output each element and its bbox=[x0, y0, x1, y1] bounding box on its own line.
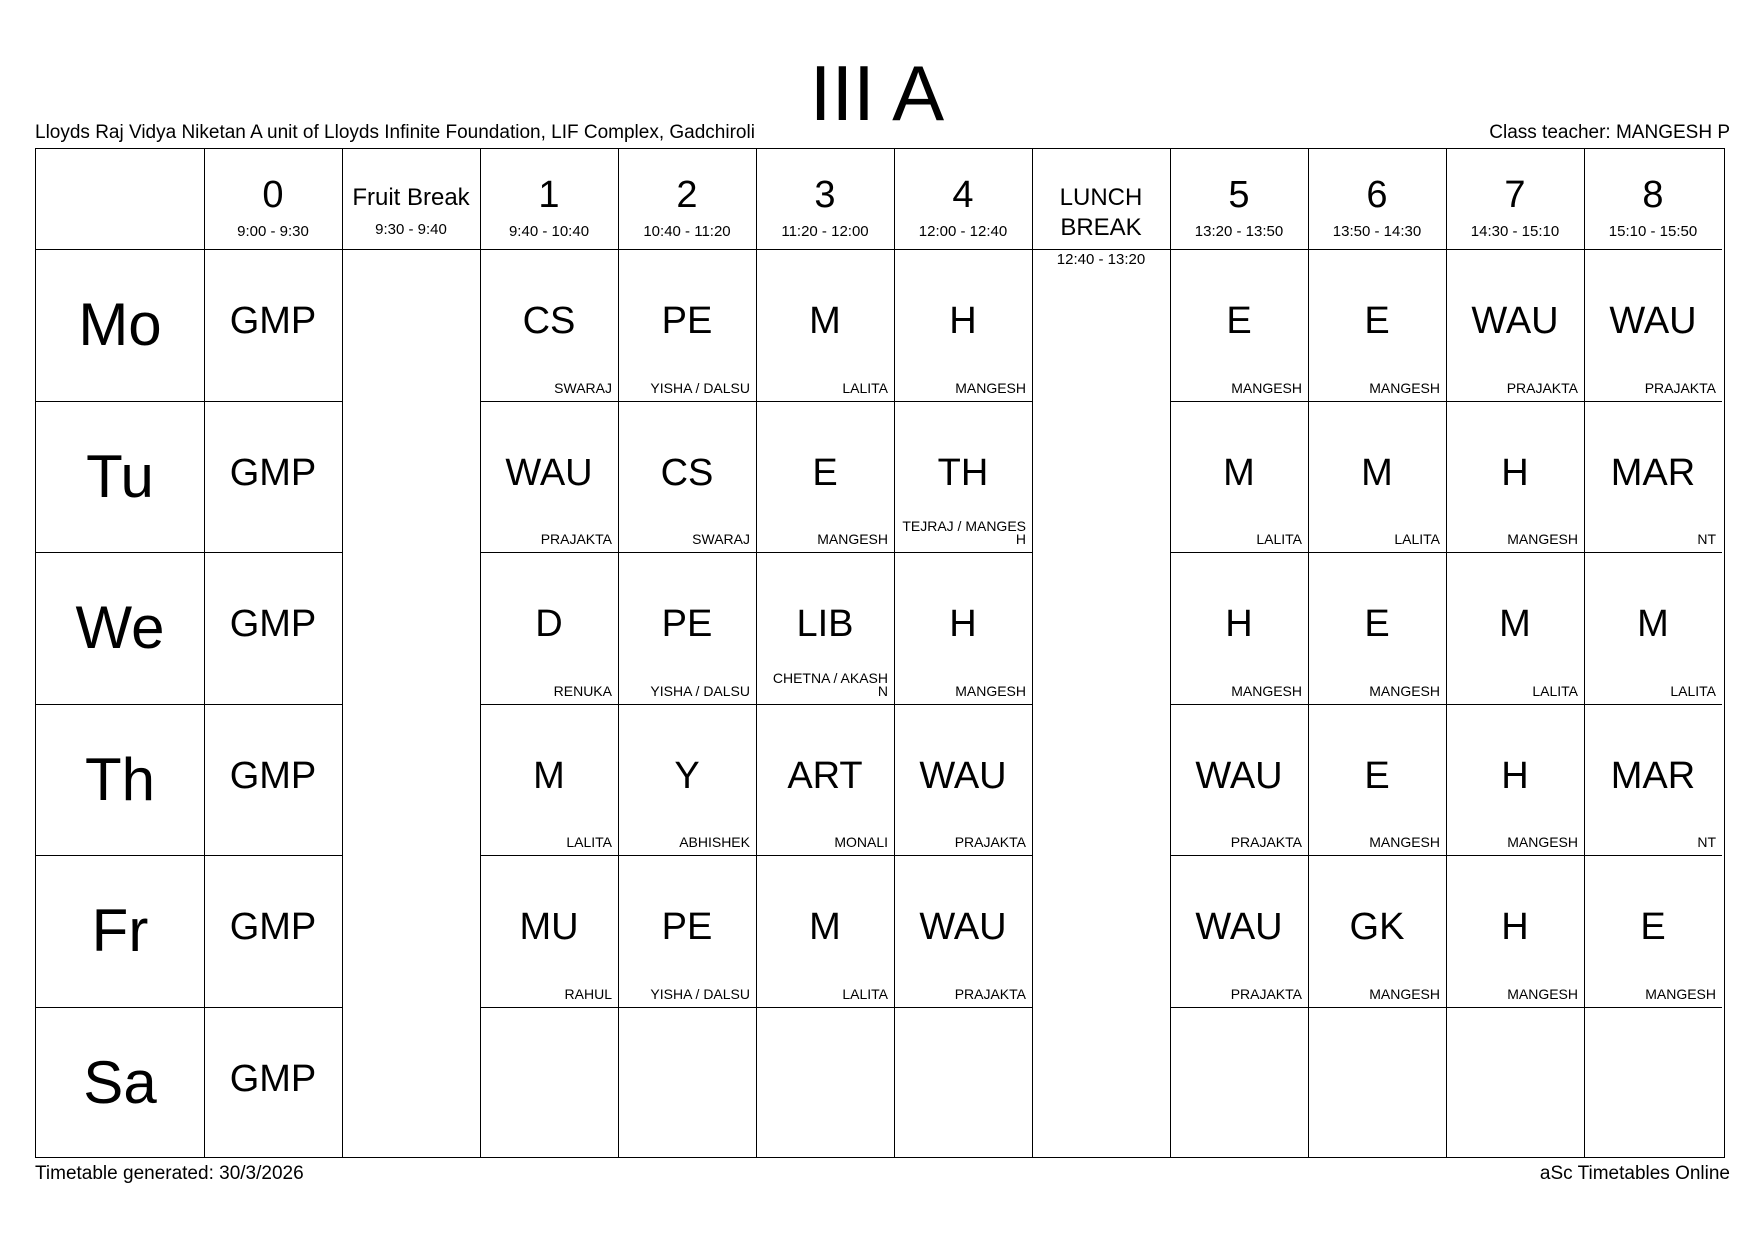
grid-line bbox=[1446, 855, 1584, 856]
grid-line bbox=[1170, 704, 1308, 705]
teacher-name: YISHA / DALSU bbox=[650, 682, 750, 699]
grid-line bbox=[36, 704, 204, 705]
grid-line bbox=[1584, 855, 1722, 856]
period-name: 7 bbox=[1504, 174, 1526, 216]
teacher-name: MANGESH bbox=[817, 531, 888, 547]
period-header-1 bbox=[342, 149, 480, 249]
teacher-name: MONALI bbox=[834, 834, 888, 850]
teacher-name: PRAJAKTA bbox=[540, 531, 612, 547]
period-name: 6 bbox=[1366, 174, 1388, 216]
period-header-10 bbox=[1584, 149, 1722, 249]
subject-code: D bbox=[535, 603, 563, 645]
lesson-cell bbox=[894, 704, 1032, 856]
subject-code: GMP bbox=[229, 300, 317, 342]
class-teacher: Class teacher: MANGESH P bbox=[1489, 122, 1730, 143]
lesson-cell bbox=[1446, 704, 1584, 856]
lesson-cell bbox=[1170, 401, 1308, 553]
generated-date: Timetable generated: 30/3/2026 bbox=[35, 1163, 304, 1184]
teacher-name: RAHUL bbox=[564, 985, 612, 1002]
teacher-name: MANGESH bbox=[1231, 682, 1302, 699]
teacher-name: MANGESH bbox=[1369, 379, 1440, 396]
subject-code: M bbox=[809, 906, 841, 948]
teacher-name: PRAJAKTA bbox=[1230, 985, 1302, 1002]
teacher-name: RENUKA bbox=[553, 682, 612, 699]
teacher-name: PRAJAKTA bbox=[954, 834, 1026, 850]
period-name: 2 bbox=[676, 174, 698, 216]
grid-line bbox=[756, 855, 894, 856]
teacher-name: MANGESH bbox=[1369, 682, 1440, 699]
period-name: 5 bbox=[1228, 174, 1250, 216]
subject-code: M bbox=[1637, 603, 1669, 645]
grid-line bbox=[756, 704, 894, 705]
school-name: Lloyds Raj Vidya Niketan A unit of Lloyds Infinite Foundation, LIF Complex, Gadchiroli bbox=[35, 122, 755, 143]
subject-code: GMP bbox=[229, 1057, 317, 1100]
lesson-cell bbox=[1446, 249, 1584, 401]
lesson-cell bbox=[1308, 855, 1446, 1007]
grid-line bbox=[1584, 401, 1722, 402]
lesson-cell bbox=[1308, 401, 1446, 553]
teacher-name: LALITA bbox=[1532, 682, 1578, 699]
grid-line bbox=[894, 1007, 1032, 1008]
subject-code: WAU bbox=[1195, 754, 1283, 797]
day-label-mo: Mo bbox=[78, 291, 162, 359]
lesson-cell bbox=[1308, 552, 1446, 704]
grid-line bbox=[480, 1007, 618, 1008]
lesson-cell bbox=[618, 401, 756, 553]
period-time: 13:50 - 14:30 bbox=[1332, 223, 1422, 240]
lesson-cell bbox=[480, 249, 618, 401]
grid-line bbox=[894, 855, 1032, 856]
grid-line bbox=[1584, 1007, 1722, 1008]
grid-line bbox=[894, 401, 1032, 402]
period-name: 8 bbox=[1642, 174, 1664, 216]
lesson-cell bbox=[1446, 401, 1584, 553]
period-header-6 bbox=[1032, 149, 1170, 268]
teacher-name: MANGESH bbox=[1645, 985, 1716, 1002]
grid-line bbox=[1446, 552, 1584, 553]
teacher-name: MANGESH bbox=[955, 379, 1026, 396]
grid-line bbox=[480, 401, 618, 402]
grid-line bbox=[1446, 1007, 1584, 1008]
grid-line bbox=[894, 704, 1032, 705]
grid-line bbox=[1446, 401, 1584, 402]
subject-code: E bbox=[1364, 300, 1390, 342]
grid-line bbox=[756, 552, 894, 553]
subject-code: CS bbox=[660, 451, 714, 494]
subject-code: GMP bbox=[229, 603, 317, 645]
subject-code: MU bbox=[519, 906, 579, 948]
subject-code: E bbox=[812, 451, 838, 494]
lesson-cell bbox=[618, 552, 756, 704]
teacher-name: MANGESH bbox=[1231, 379, 1302, 396]
grid-line bbox=[618, 552, 756, 553]
teacher-name: MANGESH bbox=[1507, 985, 1578, 1002]
grid-line bbox=[1584, 704, 1722, 705]
grid-line bbox=[1446, 704, 1584, 705]
timetable-grid bbox=[35, 148, 1725, 1158]
period-header-2 bbox=[480, 149, 618, 249]
grid-line bbox=[1170, 552, 1308, 553]
grid-line bbox=[1308, 1007, 1446, 1008]
lesson-cell bbox=[1584, 249, 1722, 401]
subject-code: H bbox=[949, 603, 977, 645]
subject-code: E bbox=[1640, 906, 1666, 948]
subject-code: H bbox=[1501, 451, 1529, 494]
period-name: 4 bbox=[952, 174, 974, 216]
teacher-name: TEJRAJ / MANGESH bbox=[902, 518, 1026, 547]
period-name: 3 bbox=[814, 174, 836, 216]
subject-code: WAU bbox=[919, 906, 1007, 948]
lesson-cell bbox=[894, 249, 1032, 401]
teacher-name: PRAJAKTA bbox=[1644, 379, 1716, 396]
lesson-cell bbox=[204, 855, 342, 1007]
period-time: 15:10 - 15:50 bbox=[1608, 223, 1698, 240]
lesson-cell bbox=[1308, 704, 1446, 856]
lesson-cell bbox=[1584, 552, 1722, 704]
page-title: III A bbox=[809, 49, 945, 137]
teacher-name: NT bbox=[1697, 531, 1716, 547]
grid-line bbox=[480, 855, 618, 856]
teacher-name: LALITA bbox=[842, 379, 888, 396]
lesson-cell bbox=[1170, 249, 1308, 401]
period-time: 9:40 - 10:40 bbox=[508, 223, 590, 240]
teacher-name: PRAJAKTA bbox=[1506, 379, 1578, 396]
lesson-cell bbox=[1446, 855, 1584, 1007]
period-header-8 bbox=[1308, 149, 1446, 249]
teacher-name: LALITA bbox=[842, 985, 888, 1002]
teacher-name: CHETNA / AKASHN bbox=[772, 669, 888, 699]
lesson-cell bbox=[618, 704, 756, 856]
subject-code: GMP bbox=[229, 451, 317, 494]
lesson-cell bbox=[1446, 552, 1584, 704]
lesson-cell bbox=[618, 855, 756, 1007]
grid-line bbox=[618, 401, 756, 402]
lesson-cell bbox=[894, 855, 1032, 1007]
period-time: 14:30 - 15:10 bbox=[1470, 223, 1560, 240]
lesson-cell bbox=[1308, 249, 1446, 401]
grid-line bbox=[1032, 149, 1033, 1158]
subject-code: PE bbox=[661, 906, 713, 948]
subject-code: M bbox=[1361, 451, 1393, 494]
teacher-name: LALITA bbox=[566, 834, 612, 850]
lesson-cell bbox=[480, 401, 618, 553]
grid-line bbox=[618, 704, 756, 705]
subject-code: Y bbox=[674, 754, 700, 797]
teacher-name: SWARAJ bbox=[554, 379, 612, 396]
subject-code: H bbox=[1225, 603, 1253, 645]
subject-code: WAU bbox=[1471, 300, 1559, 342]
period-name: LUNCH BREAK bbox=[1059, 184, 1143, 241]
period-header-7 bbox=[1170, 149, 1308, 249]
period-header-4 bbox=[756, 149, 894, 249]
period-header-5 bbox=[894, 149, 1032, 249]
grid-line bbox=[1308, 552, 1446, 553]
subject-code: PE bbox=[661, 603, 713, 645]
teacher-name: YISHA / DALSU bbox=[650, 985, 750, 1002]
grid-line bbox=[756, 401, 894, 402]
grid-line bbox=[756, 1007, 894, 1008]
grid-line bbox=[1170, 1007, 1308, 1008]
grid-line bbox=[480, 704, 618, 705]
day-label-we: We bbox=[75, 594, 165, 662]
grid-line bbox=[1308, 855, 1446, 856]
subject-code: ART bbox=[787, 754, 863, 797]
lesson-cell bbox=[204, 1007, 342, 1159]
teacher-name: YISHA / DALSU bbox=[650, 379, 750, 396]
lesson-cell bbox=[1584, 855, 1722, 1007]
lesson-cell bbox=[1170, 704, 1308, 856]
lesson-cell bbox=[756, 401, 894, 553]
subject-code: H bbox=[1501, 754, 1529, 797]
grid-line bbox=[1308, 704, 1446, 705]
subject-code: LIB bbox=[796, 603, 854, 645]
period-header-0 bbox=[204, 149, 342, 249]
teacher-name: MANGESH bbox=[955, 682, 1026, 699]
period-name: Fruit Break bbox=[352, 184, 470, 211]
lesson-cell bbox=[480, 855, 618, 1007]
subject-code: MAR bbox=[1610, 451, 1696, 494]
grid-line bbox=[36, 1007, 204, 1008]
grid-line bbox=[204, 1007, 342, 1008]
subject-code: E bbox=[1364, 754, 1390, 797]
subject-code: M bbox=[533, 754, 565, 797]
teacher-name: NT bbox=[1697, 834, 1716, 850]
teacher-name: SWARAJ bbox=[692, 531, 750, 547]
lesson-cell bbox=[1170, 855, 1308, 1007]
credit-text: aSc Timetables Online bbox=[1539, 1163, 1730, 1184]
subject-code: MAR bbox=[1610, 754, 1696, 797]
period-time: 9:00 - 9:30 bbox=[237, 223, 309, 240]
subject-code: M bbox=[1499, 603, 1531, 645]
teacher-name: PRAJAKTA bbox=[1230, 834, 1302, 850]
teacher-name: MANGESH bbox=[1507, 531, 1578, 547]
grid-line bbox=[480, 552, 618, 553]
grid-line bbox=[36, 401, 204, 402]
grid-line bbox=[618, 1007, 756, 1008]
grid-line bbox=[894, 552, 1032, 553]
day-label-tu: Tu bbox=[86, 442, 154, 510]
lesson-cell bbox=[204, 552, 342, 704]
lesson-cell bbox=[894, 401, 1032, 553]
lesson-cell bbox=[480, 552, 618, 704]
grid-line bbox=[36, 855, 204, 856]
grid-line bbox=[36, 552, 204, 553]
grid-line bbox=[204, 401, 342, 402]
period-name: 0 bbox=[262, 174, 284, 216]
grid-line bbox=[204, 704, 342, 705]
subject-code: GMP bbox=[229, 754, 317, 797]
lesson-cell bbox=[204, 401, 342, 553]
subject-code: GK bbox=[1349, 906, 1405, 948]
period-time: 12:40 - 13:20 bbox=[1056, 251, 1146, 268]
teacher-name: MANGESH bbox=[1507, 834, 1578, 850]
period-time: 10:40 - 11:20 bbox=[643, 223, 731, 240]
lesson-cell bbox=[756, 552, 894, 704]
subject-code: H bbox=[949, 300, 977, 342]
subject-code: CS bbox=[522, 300, 576, 342]
subject-code: M bbox=[1223, 451, 1255, 494]
lesson-cell bbox=[756, 855, 894, 1007]
period-name: 1 bbox=[538, 174, 560, 216]
grid-line bbox=[36, 249, 1722, 250]
lesson-cell bbox=[1584, 704, 1722, 856]
lesson-cell bbox=[204, 704, 342, 856]
period-time: 12:00 - 12:40 bbox=[918, 223, 1008, 240]
day-label-sa: Sa bbox=[83, 1048, 157, 1116]
period-time: 9:30 - 9:40 bbox=[375, 221, 447, 238]
lesson-cell bbox=[1170, 552, 1308, 704]
subject-code: E bbox=[1364, 603, 1390, 645]
teacher-name: LALITA bbox=[1394, 531, 1440, 547]
subject-code: M bbox=[809, 300, 841, 342]
grid-line bbox=[342, 149, 343, 1158]
subject-code: GMP bbox=[229, 906, 317, 948]
grid-line bbox=[1170, 401, 1308, 402]
day-label-th: Th bbox=[84, 745, 156, 813]
subject-code: TH bbox=[937, 451, 989, 494]
lesson-cell bbox=[204, 249, 342, 401]
grid-line bbox=[204, 855, 342, 856]
period-time: 13:20 - 13:50 bbox=[1194, 223, 1284, 240]
teacher-name: ABHISHEK bbox=[679, 834, 750, 850]
lesson-cell bbox=[756, 249, 894, 401]
teacher-name: LALITA bbox=[1670, 682, 1716, 699]
lesson-cell bbox=[756, 704, 894, 856]
grid-line bbox=[1584, 552, 1722, 553]
grid-line bbox=[1170, 855, 1308, 856]
teacher-name: PRAJAKTA bbox=[954, 985, 1026, 1002]
subject-code: WAU bbox=[919, 754, 1007, 797]
period-header-9 bbox=[1446, 149, 1584, 249]
subject-code: WAU bbox=[505, 451, 593, 494]
teacher-name: MANGESH bbox=[1369, 834, 1440, 850]
grid-line bbox=[618, 855, 756, 856]
subject-code: WAU bbox=[1609, 300, 1697, 342]
grid-line bbox=[1308, 401, 1446, 402]
teacher-name: MANGESH bbox=[1369, 985, 1440, 1002]
lesson-cell bbox=[618, 249, 756, 401]
day-label-fr: Fr bbox=[91, 897, 149, 965]
lesson-cell bbox=[1584, 401, 1722, 553]
subject-code: E bbox=[1226, 300, 1252, 342]
subject-code: PE bbox=[661, 300, 713, 342]
subject-code: WAU bbox=[1195, 906, 1283, 948]
lesson-cell bbox=[894, 552, 1032, 704]
period-header-3 bbox=[618, 149, 756, 249]
grid-line bbox=[204, 552, 342, 553]
subject-code: H bbox=[1501, 906, 1529, 948]
lesson-cell bbox=[480, 704, 618, 856]
teacher-name: LALITA bbox=[1256, 531, 1302, 547]
period-time: 11:20 - 12:00 bbox=[781, 223, 869, 240]
